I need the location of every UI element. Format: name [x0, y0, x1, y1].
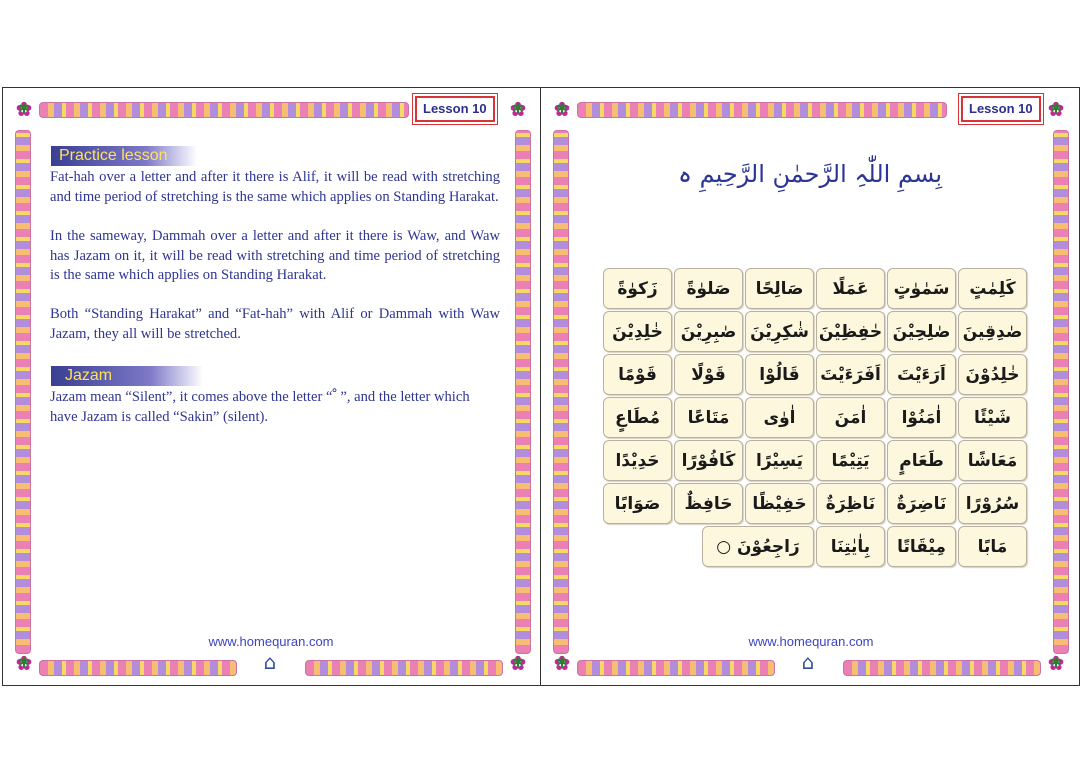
word-cell: مُطَاعٍ	[603, 397, 672, 438]
word-cell: مَعَاشًا	[958, 440, 1027, 481]
left-border-band	[553, 130, 569, 654]
word-cell: اٰمَنَ	[816, 397, 885, 438]
word-cell: سُرُوْرًا	[958, 483, 1027, 524]
word-cell: اَفَرَءَيْتَ	[816, 354, 885, 395]
word-cell: حَدِيْدًا	[603, 440, 672, 481]
word-cell: شَيْئًا	[958, 397, 1027, 438]
practice-heading: Practice lesson	[51, 146, 197, 166]
corner-ornament-icon: ✿ ✱	[13, 652, 35, 674]
word-cell: صٰلِحِيْنَ	[887, 311, 956, 352]
word-cell: حٰفِظِيْنَ	[816, 311, 885, 352]
word-cell: سَمٰوٰتٍ	[887, 268, 956, 309]
word-cell: رَاجِعُوْنَ ○	[702, 526, 814, 567]
corner-ornament-icon: ✿ ✱	[1045, 98, 1067, 120]
practice-paragraph-1: Fat-hah over a letter and after it there is Alif, it will be read with stretching and time period of stretching is the same which applies on Standing Harakat.	[50, 169, 500, 205]
word-cell: شٰكِرِيْنَ	[745, 311, 814, 352]
word-cell: خٰلِدِيْنَ	[603, 311, 672, 352]
word-cell: طَعَامٍ	[887, 440, 956, 481]
word-cell: نَاضِرَةٌ	[887, 483, 956, 524]
corner-ornament-icon: ✿ ✱	[507, 652, 529, 674]
book-stand-icon: ⌂	[801, 650, 815, 674]
left-border-band	[15, 130, 31, 654]
top-border-band	[577, 102, 947, 118]
word-cell: زَكوٰةً	[603, 268, 672, 309]
bottom-border-band-left	[577, 660, 775, 676]
right-border-band	[1053, 130, 1069, 654]
word-cell: مِيْقَاتًا	[887, 526, 956, 567]
bismillah-heading: بِسمِ اللّٰہِ الرَّحمٰنِ الرَّحِیمِ ہ	[677, 160, 943, 188]
corner-ornament-icon: ✿ ✱	[507, 98, 529, 120]
word-cell: اٰمَنُوْا	[887, 397, 956, 438]
word-cell: كَلِمٰتٍ	[958, 268, 1027, 309]
word-cell: يَسِيْرًا	[745, 440, 814, 481]
word-cell: قَالُوْا	[745, 354, 814, 395]
word-cell: حَافِظٌ	[674, 483, 743, 524]
practice-paragraph-2: In the sameway, Dammah over a letter and after it there is Waw, and Waw has Jazam on it, it will be read with stretching and time period of stretching is the same which applies on Standing Harakat.	[50, 228, 500, 284]
word-cell: بِاٰيٰتِنَا	[816, 526, 885, 567]
left-page	[3, 88, 541, 685]
word-cell: اَرَءَيْتَ	[887, 354, 956, 395]
jazam-heading: Jazam	[51, 366, 203, 386]
word-cell: قَوْمًا	[603, 354, 672, 395]
corner-ornament-icon: ✿ ✱	[13, 98, 35, 120]
practice-paragraph-3: Both “Standing Harakat” and “Fat-hah” with Alif or Dammah with Waw Jazam, they all will be stretched.	[50, 306, 500, 342]
book-spread	[2, 87, 1080, 686]
jazam-paragraph: Jazam mean “Silent”, it comes above the letter “ ْ ”, and the letter which have Jazam is called “Sakin” (silent).	[50, 389, 470, 425]
footer-url[interactable]: www.homequran.com	[748, 634, 874, 649]
word-cell: صٰدِقِينَ	[958, 311, 1027, 352]
word-cell: نَاظِرَةٌ	[816, 483, 885, 524]
word-cell: صَلوٰةً	[674, 268, 743, 309]
word-cell: عَمَلًا	[816, 268, 885, 309]
footer-url[interactable]: www.homequran.com	[208, 634, 334, 649]
corner-ornament-icon: ✿ ✱	[1045, 652, 1067, 674]
word-cell: كَافُوْرًا	[674, 440, 743, 481]
book-stand-icon: ⌂	[263, 650, 277, 674]
word-cell: صَالِحًا	[745, 268, 814, 309]
word-cell: اٰوٰى	[745, 397, 814, 438]
right-page	[541, 88, 1079, 685]
corner-ornament-icon: ✿ ✱	[551, 652, 573, 674]
lesson-label: Lesson 10	[415, 96, 495, 122]
right-border-band	[515, 130, 531, 654]
word-cell: يَتِيْمًا	[816, 440, 885, 481]
top-border-band	[39, 102, 409, 118]
bottom-border-band-right	[305, 660, 503, 676]
word-cell: مَابًا	[958, 526, 1027, 567]
corner-ornament-icon: ✿ ✱	[551, 98, 573, 120]
bottom-border-band-left	[39, 660, 237, 676]
lesson-label: Lesson 10	[961, 96, 1041, 122]
word-cell: خٰلِدُوْنَ	[958, 354, 1027, 395]
word-cell: مَتَاعًا	[674, 397, 743, 438]
bottom-border-band-right	[843, 660, 1041, 676]
word-cell: صَوَابًا	[603, 483, 672, 524]
word-cell: قَوْلًا	[674, 354, 743, 395]
word-cell: صٰبِرِيْنَ	[674, 311, 743, 352]
word-cell: حَفِيْظًا	[745, 483, 814, 524]
